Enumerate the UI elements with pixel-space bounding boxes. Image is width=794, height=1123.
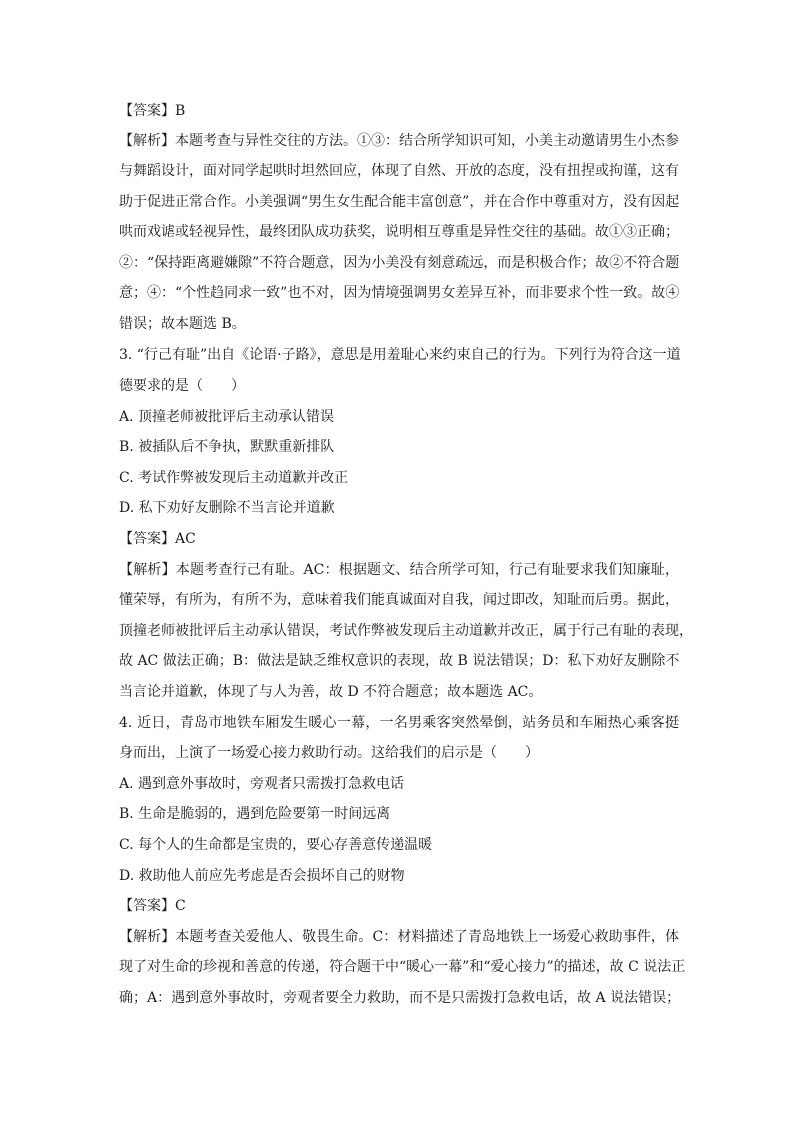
question-stem: 4. 近日，青岛市地铁车厢发生暖心一幕，一名男乘客突然晕倒，站务员和车厢热心乘客挺 (119, 715, 679, 731)
analysis-line: 【解析】本题考查行己有耻。AC：根据题文、结合所学可知，行己有耻要求我们知廉耻， (119, 562, 679, 578)
option-a: A. 顶撞老师被批评后主动承认错误 (119, 409, 335, 425)
analysis-line: 【解析】本题考查与异性交往的方法。①③：结合所学知识可知，小美主动邀请男生小杰参 (119, 133, 679, 149)
analysis-line: 与舞蹈设计，面对同学起哄时坦然回应，体现了自然、开放的态度，没有扭捏或拘谨，这有 (119, 163, 679, 179)
analysis-line: 顶撞老师被批评后主动承认错误，考试作弊被发现后主动道歉并改正，属于行己有耻的表现， (119, 623, 693, 639)
analysis-line: ②：“保持距离避嫌隙”不符合题意，因为小美没有刻意疏远，而是积极合作；故②不符合题 (119, 255, 680, 271)
answer-label: 【答案】AC (119, 531, 196, 547)
option-b: B. 生命是脆弱的，遇到危险要第一时间远离 (119, 806, 391, 822)
option-d: D. 救助他人前应先考虑是否会损坏自己的财物 (119, 868, 405, 884)
answer-label: 【答案】C (119, 898, 186, 914)
analysis-line: 哄而戏谑或轻视异性，最终团队成功获奖，说明相互尊重是异性交往的基础。故①③正确； (119, 224, 679, 240)
question-stem: 身而出，上演了一场爱心接力救助行动。这给我们的启示是（ ） (119, 745, 539, 761)
analysis-line: 确；A：遇到意外事故时，旁观者要全力救助，而不是只需拨打急救电话，故 A 说法错误； (119, 990, 681, 1006)
analysis-line: 错误；故本题选 B。 (119, 316, 246, 332)
analysis-line: 【解析】本题考查关爱他人、敬畏生命。C：材料描述了青岛地铁上一场爱心救助事件，体 (119, 929, 679, 945)
answer-label: 【答案】B (119, 103, 186, 119)
option-c: C. 每个人的生命都是宝贵的，要心存善意传递温暖 (119, 837, 433, 853)
option-d: D. 私下劝好友删除不当言论并道歉 (119, 500, 335, 516)
analysis-line: 意；④：“个性趋同求一致”也不对，因为情境强调男女差异互补，而非要求个性一致。故④ (119, 285, 680, 301)
analysis-line: 懂荣辱，有所为，有所不为，意味着我们能真诚面对自我，闻过即改，知耻而后勇。据此， (119, 592, 679, 608)
analysis-line: 当言论并道歉，体现了与人为善，故 D 不符合题意；故本题选 AC。 (119, 684, 543, 700)
analysis-line: 助于促进正常合作。小美强调“男生女生配合能丰富创意”，并在合作中尊重对方，没有因起 (119, 194, 680, 210)
analysis-line: 故 AC 做法正确；B：做法是缺乏维权意识的表现，故 B 说法错误；D：私下劝好友删除不 (119, 653, 680, 669)
option-a: A. 遇到意外事故时，旁观者只需拨打急救电话 (119, 776, 405, 792)
option-b: B. 被插队后不争执，默默重新排队 (119, 439, 335, 455)
option-c: C. 考试作弊被发现后主动道歉并改正 (119, 470, 349, 486)
question-stem: 德要求的是（ ） (119, 378, 245, 394)
analysis-line: 现了对生命的珍视和善意的传递，符合题干中“暖心一幕”和“爱心接力”的描述，故 C 说法正 (119, 959, 686, 975)
question-stem: 3. “行己有耻”出自《论语·子路》，意思是用羞耻心来约束自己的行为。下列行为符合这一道 (119, 347, 681, 363)
